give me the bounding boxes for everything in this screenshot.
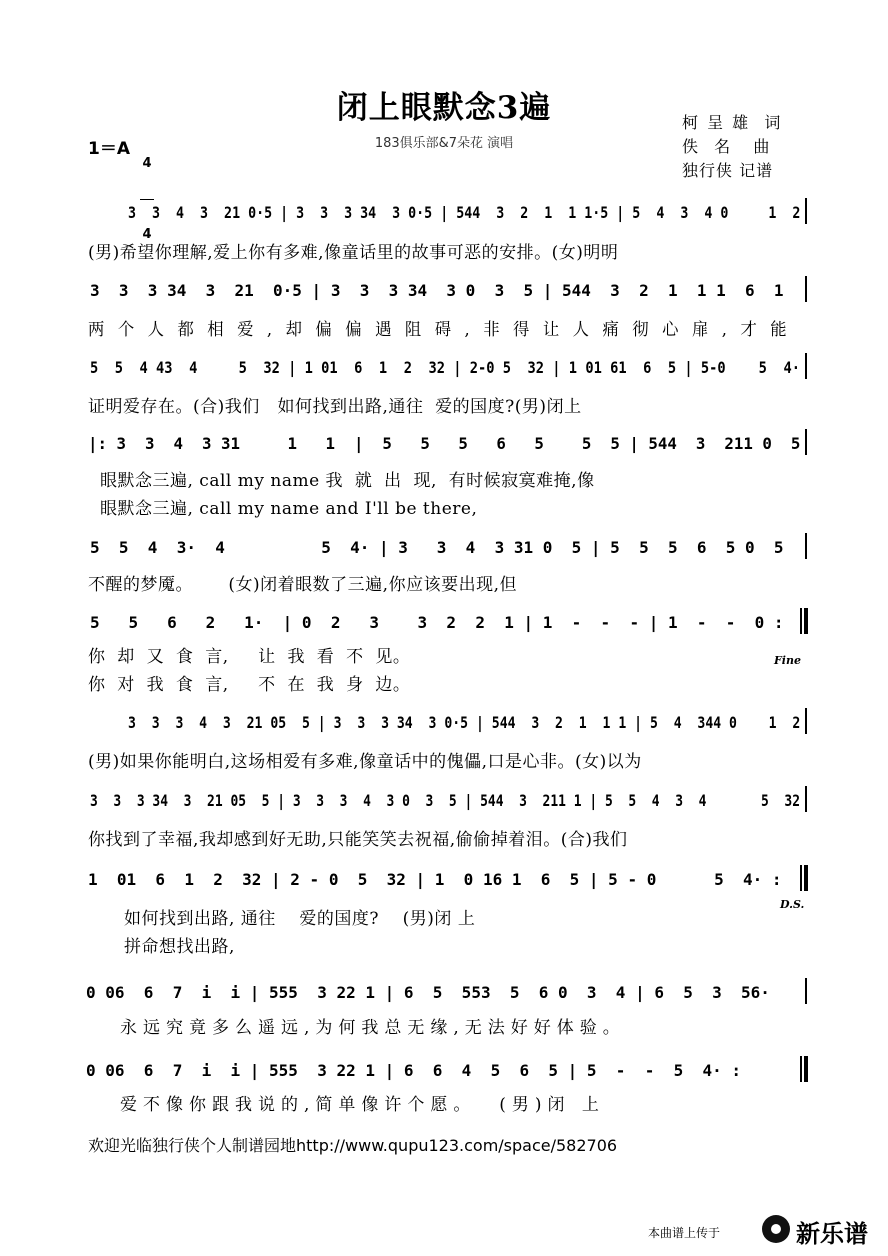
notation-line-10: 0 06 6 7 i i | 555 3 22 1 | 6 5 553 5 6 0 3 4 | 6 5 3 56·	[86, 983, 770, 1002]
ds-mark: D.S.	[780, 898, 805, 911]
lyricist-credit: 柯 呈 雄 词	[682, 113, 783, 132]
brand-logo: 新乐谱	[796, 1220, 868, 1248]
barline	[805, 533, 807, 559]
composer-credit: 佚 名 曲	[682, 137, 772, 156]
barline	[805, 708, 807, 734]
time-sig-numerator: 4	[142, 156, 152, 171]
lyrics-line-7: (男)如果你能明白,这场相爱有多难,像童话中的傀儡,口是心非。(女)以为	[88, 752, 642, 772]
lyrics-line-6b: 你 对 我 食 言, 不 在 我 身 边。	[88, 675, 411, 695]
lyrics-line-8: 你找到了幸福,我却感到好无助,只能笑笑去祝福,偷偷掉着泪。(合)我们	[88, 830, 628, 850]
lyrics-line-2: 两个人都相爱,却偏偏遇阻碍,非得让人痛彻心扉,才能	[88, 320, 801, 340]
barline	[805, 198, 807, 224]
lyrics-line-11: 爱不像你跟我说的,简单像许个愿。 (男)闭 上	[120, 1095, 605, 1115]
upload-note: 本曲谱上传于	[648, 1226, 721, 1240]
time-sig-divider	[140, 199, 154, 200]
barline	[800, 608, 802, 634]
notation-line-8: 3 3 3 34 3 21 05 5 | 3 3 3 4 3 0 3 5 | 544 3 211 1 | 5 5 4 3 4 5 32	[90, 791, 801, 810]
final-barline	[804, 1056, 808, 1082]
notation-line-9: 1 01 6 1 2 32 | 2 - 0 5 32 | 1 0 16 1 6 5 | 5 - 0 5 4· :	[88, 870, 782, 889]
lyrics-line-4b: 眼默念三遍, call my name and I'll be there,	[100, 499, 478, 519]
final-barline	[804, 865, 808, 891]
notation-line-7: 3 3 3 4 3 21 05 5 | 3 3 3 34 3 0·5 | 544 3 2 1 1 1 | 5 4 344 0 1 2	[128, 713, 801, 732]
notation-line-5: 5 5 4 3· 4 5 4· | 3 3 4 3 31 0 5 | 5 5 5 6 5 0 5	[90, 538, 784, 557]
lyrics-line-9a: 如何找到出路, 通往 爱的国度? (男)闭 上	[124, 909, 476, 929]
barline	[805, 429, 807, 455]
transcriber-credit: 独行侠 记谱	[682, 161, 774, 180]
record-icon	[762, 1215, 790, 1243]
final-barline	[804, 608, 808, 634]
notation-line-3: 5 5 4 43 4 5 32 | 1 01 6 1 2 32 | 2-0 5 32 | 1 01 61 6 5 | 5-0 5 4·	[90, 358, 800, 377]
barline	[805, 276, 807, 302]
time-signature	[140, 129, 154, 256]
barline	[800, 865, 802, 891]
lyrics-line-10: 永远究竟多么遥远,为何我总无缘,无法好好体验。	[120, 1018, 626, 1038]
time-sig-denominator: 4	[142, 227, 152, 242]
notation-line-6: 5 5 6 2 1· | 0 2 3 3 2 2 1 | 1 - - - | 1 - - 0 :	[90, 613, 784, 632]
barline	[800, 1056, 802, 1082]
lyrics-line-9b: 拼命想找出路,	[124, 937, 235, 957]
barline	[805, 353, 807, 379]
key-signature: 1＝A	[88, 139, 130, 159]
notation-line-2: 3 3 3 34 3 21 0·5 | 3 3 3 34 3 0 3 5 | 544 3 2 1 1 1 6 1	[90, 281, 784, 300]
lyrics-line-1: (男)希望你理解,爱上你有多难,像童话里的故事可恶的安排。(女)明明	[88, 243, 619, 263]
lyrics-line-3: 证明爱存在。(合)我们 如何找到出路,通往 爱的国度?(男)闭上	[88, 397, 582, 417]
fine-mark: Fine	[774, 654, 801, 667]
lyrics-line-4a: 眼默念三遍, call my name 我 就 出 现, 有时候寂寞难掩,像	[100, 471, 595, 491]
song-title: 闭上眼默念3遍	[336, 90, 552, 126]
lyrics-line-5: 不醒的梦魇。 (女)闭着眼数了三遍,你应该要出现,但	[88, 575, 517, 595]
notation-line-11: 0 06 6 7 i i | 555 3 22 1 | 6 6 4 5 6 5 | 5 - - 5 4· :	[86, 1061, 742, 1080]
website-note: 欢迎光临独行侠个人制谱园地http://www.qupu123.com/space/582706	[88, 1136, 618, 1155]
barline	[805, 978, 807, 1004]
performer-line: 183俱乐部&7朵花 演唱	[374, 136, 514, 151]
lyrics-line-6a: 你 却 又 食 言, 让 我 看 不 见。	[88, 647, 411, 667]
barline	[805, 786, 807, 812]
notation-line-4: |: 3 3 4 3 31 1 1 | 5 5 5 6 5 5 5 | 544 3 211 0 5	[88, 434, 801, 453]
notation-line-1: 3 3 4 3 21 0·5 | 3 3 3 34 3 0·5 | 544 3 2 1 1 1·5 | 5 4 3 4 0 1 2	[128, 203, 801, 222]
